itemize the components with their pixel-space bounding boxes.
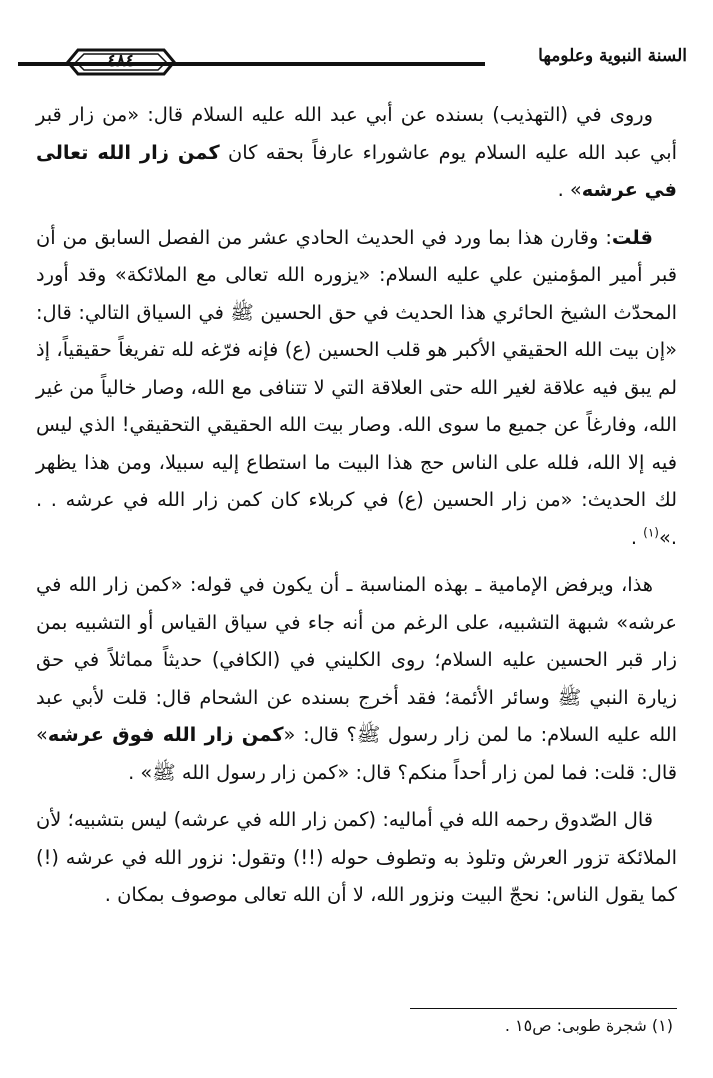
paragraph (36, 801, 677, 914)
footnote-marker: (١) (643, 525, 659, 540)
text-run: هذا، ويرفض الإمامية ـ بهذه المناسبة ـ أن يكون في قوله: «كمن زار الله في عرشه» شبهة التشبيه، على الرغم من أنه جاء في سياق القياس أو التشبيه بمن زار قبر الحسين عليه السلام؛ روى الكليني في (الكافي) حديثاً مماثلاً في حق زيارة النبي ﷺ وسائر الأئمة؛ فقد أخرج بسنده عن الشحام قال: قلت لأبي عبد الله عليه السلام: ما لمن زار رسول ﷺ؟ قال: « (36, 573, 677, 746)
footnote: (١) شجرة طوبى: ص١٥ . (504, 1016, 673, 1035)
paragraph (36, 219, 677, 557)
page-number: ٤٨٤ (107, 51, 135, 71)
text-run: . (630, 525, 644, 549)
footnote-rule (410, 1008, 677, 1009)
page-body (36, 96, 677, 924)
paragraph (36, 566, 677, 791)
bold-text: كمن زار الله فوق عرشه (47, 723, 284, 746)
text-run: قال الصّدوق رحمه الله في أماليه: (كمن زار الله في عرشه) ليس بتشبيه؛ لأن الملائكة تزور العرش وتلوذ به وتطوف حوله (!!) وتقول: نزور الله في عرشه (!) كما يقول الناس: نحجّ البيت ونزور الله، لا أن الله تعالى موصوف بمكان . (36, 808, 677, 906)
text-run: : وقارن هذا بما ورد في الحديث الحادي عشر من الفصل السابق من أن قبر أمير المؤمنين علي عليه السلام: «يزوره الله تعالى مع الملائكة» وقد أورد المحدّث الشيخ الحائري هذا الحديث في حق الحسين ﷺ في السياق التالي: قال: «إن بيت الله الحقيقي الأكبر هو قلب الحسين (ع) فإنه فرّغه لله تفريغاً حقيقياً، إذ لم يبق فيه علاقة لغير الله حتى العلاقة التي لا تتنافى مع الله، وصار خالياً من غير الله، وفارغاً عن جميع ما سوى الله. وصار بيت الله الحقيقي التحقيقي! الذي ليس فيه إلا الله، فلله على الناس حج هذا البيت ما استطاع إليه سبيلا، ومن هذا يظهر لك الحديث: «من زار الحسين (ع) في كربلاء كان كمن زار الله في عرشه . . .» (36, 225, 677, 549)
header-rule (26, 62, 485, 66)
paragraph (36, 96, 677, 209)
page-header (18, 40, 695, 84)
bold-text: كمن زار الله تعالى في عرشه (36, 140, 677, 201)
book-title: السنة النبوية وعلومها (538, 46, 687, 66)
bold-text: قلت (611, 225, 653, 249)
text-run: » . (557, 178, 582, 201)
text-run: وروى في (التهذيب) بسنده عن أبي عبد الله عليه السلام قال: «من زار قبر أبي عبد الله عليه السلام يوم عاشوراء عارفاً بحقه كان (36, 103, 677, 164)
text-run: » قال: قلت: فما لمن زار أحداً منكم؟ قال: «كمن زار رسول الله ﷺ» . (36, 723, 677, 784)
